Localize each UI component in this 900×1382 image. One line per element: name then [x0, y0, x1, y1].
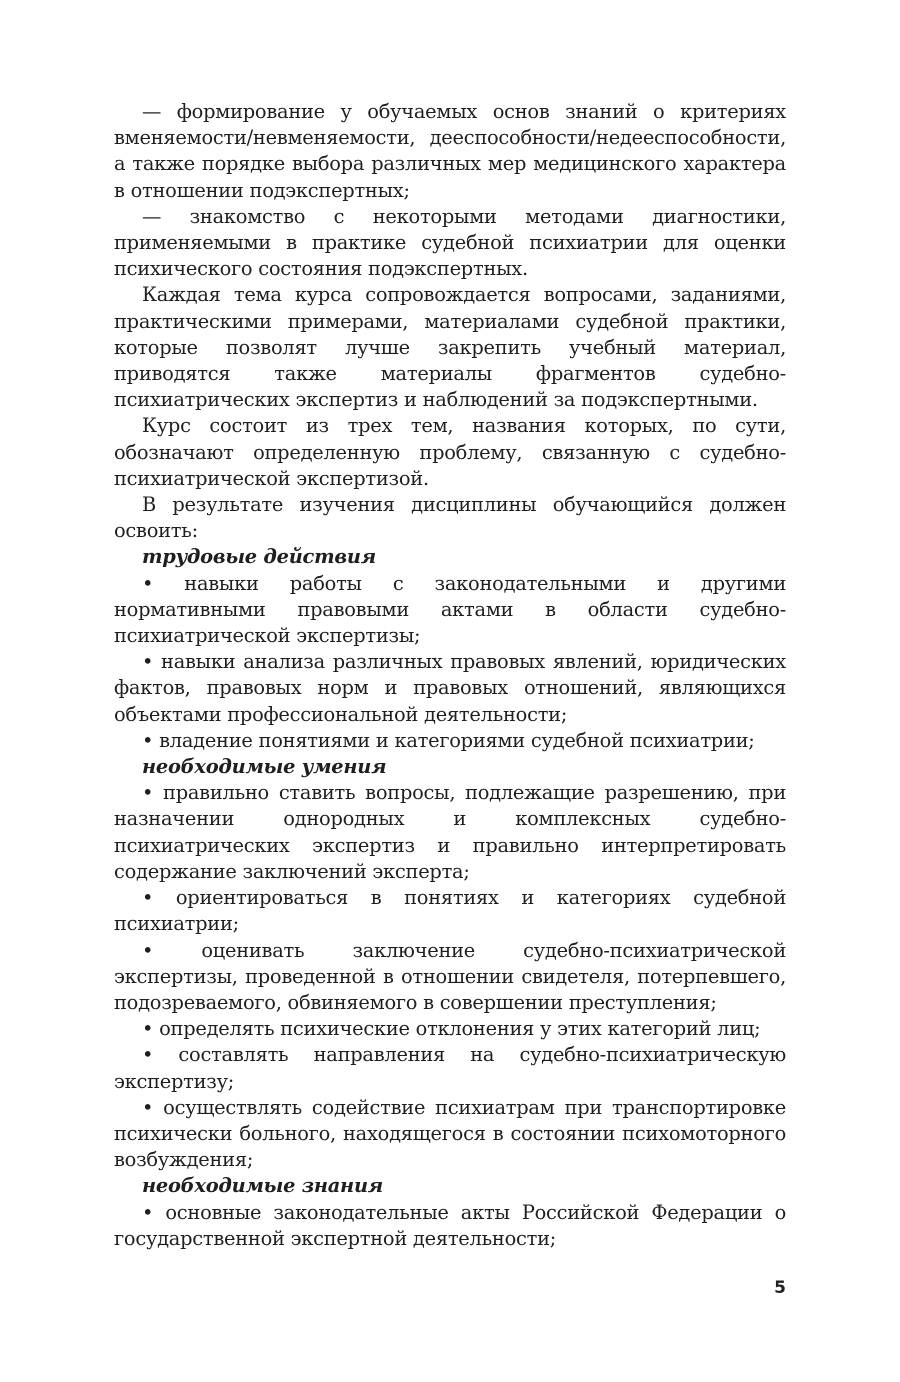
bullet-item: • навыки работы с законодательными и другими нормативными правовыми актами в области судебно-психиатрической экспертизы;: [114, 571, 786, 648]
section-heading-labor-actions: трудовые действия: [142, 545, 376, 569]
paragraph: Курс состоит из трех тем, названия которых, по сути, обозначают определенную проблему, связанную с судебно-психиатрической экспертизой.: [114, 414, 786, 490]
paragraph: — формирование у обучаемых основ знаний о критериях вменяемости/невменяемости, дееспособности/недееспособности, а также порядке выбора различных мер медицинского характера в отношении подэкспертных;: [114, 100, 786, 202]
paragraph: В результате изучения дисциплины обучающийся должен освоить:: [114, 493, 786, 543]
bullet-item: • осуществлять содействие психиатрам при транспортировке психически больного, находящегося в состоянии психомоторного возбуждения;: [114, 1095, 786, 1172]
section-heading-skills: необходимые умения: [142, 755, 387, 779]
bullet-item: • оценивать заключение судебно-психиатрической экспертизы, проведенной в отношении свидетеля, потерпевшего, подозреваемого, обвиняемого в совершении преступления;: [114, 938, 786, 1014]
bullet-item: • навыки анализа различных правовых явлений, юридических фактов, правовых норм и правовых отношений, являющихся объектами профессиональной деятельности;: [114, 650, 786, 726]
bullet-item: • ориентироваться в понятиях и категориях судебной психиатрии;: [114, 886, 786, 936]
bullet-item: • определять психические отклонения у этих категорий лиц;: [142, 1017, 761, 1041]
paragraph: Каждая тема курса сопровождается вопросами, заданиями, практическими примерами, материалами судебной практики, которые позволят лучше закрепить учебный материал, приводятся также материалы фрагментов судебно-психиатрических экспертиз и наблюдений за подэкспертными.: [114, 283, 786, 412]
body-text: [114, 99, 786, 1252]
paragraph: — знакомство с некоторыми методами диагностики, применяемыми в практике судебной психиатрии для оценки психического состояния подэкспертных.: [114, 204, 786, 281]
bullet-item: • составлять направления на судебно-психиатрическую экспертизу;: [114, 1043, 786, 1093]
section-heading-knowledge: необходимые знания: [142, 1174, 383, 1198]
bullet-item: • владение понятиями и категориями судебной психиатрии;: [142, 728, 755, 752]
bullet-item: • правильно ставить вопросы, подлежащие разрешению, при назначении однородных и комплексных судебно-психиатрических экспертиз и правильно интерпретировать содержание заключений эксперта;: [114, 781, 786, 883]
bullet-item: • основные законодательные акты Российской Федерации о государственной экспертной деятельности;: [114, 1200, 786, 1250]
page-number: 5: [774, 1278, 786, 1298]
